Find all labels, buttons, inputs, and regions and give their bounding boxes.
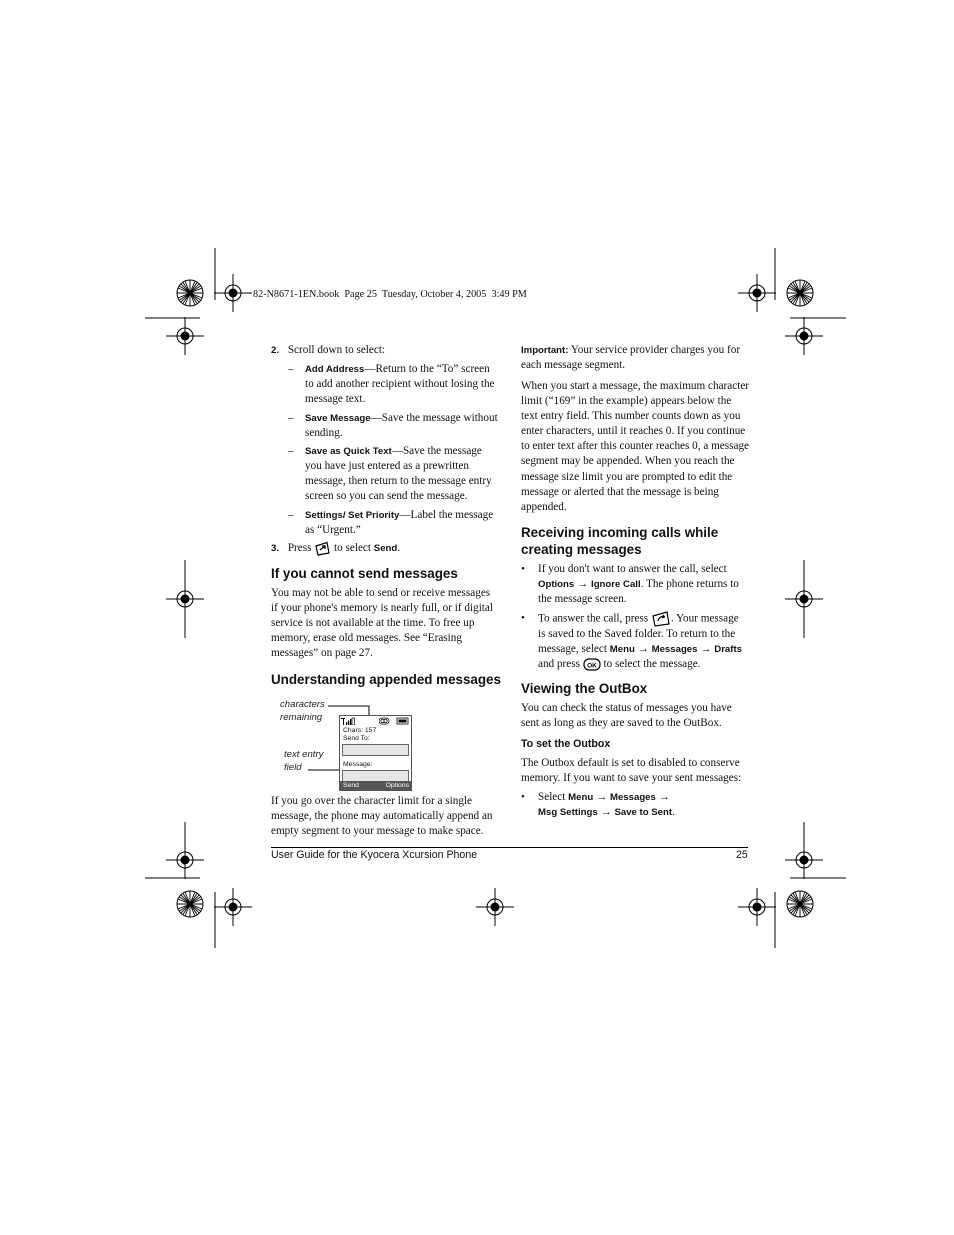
softkey-send: Send xyxy=(343,782,359,789)
bullet-answer-call xyxy=(521,611,748,672)
heading-appended: Understanding appended messages xyxy=(271,672,501,687)
step-text: Scroll down to select: xyxy=(287,344,386,356)
keyword-save-to-sent: Save to Sent xyxy=(614,807,673,819)
send-to-label: Send To: xyxy=(343,735,370,742)
step-text: Press xyxy=(287,542,312,555)
arrow: → xyxy=(600,806,612,819)
period: . xyxy=(672,806,675,819)
keyword-options: Options xyxy=(538,579,575,591)
dash: – xyxy=(288,363,294,375)
keyword: Settings/ Set Priority xyxy=(305,510,400,521)
arrow: → xyxy=(637,643,649,656)
text: . Your message is saved to the Saved folder. To return to the message, select xyxy=(538,612,739,656)
footer-title: User Guide for the Kyocera Xcursion Phone xyxy=(271,849,478,861)
footer-rule xyxy=(271,847,748,848)
outbox-body-2: The Outbox default is set to disabled to conserve memory. If you want to save your sent messages: xyxy=(521,757,742,785)
softkey-options: Options xyxy=(385,782,409,789)
keyword-messages: Messages xyxy=(609,792,656,803)
submenu-item-save-message xyxy=(288,411,498,441)
step-3 xyxy=(271,541,501,556)
step-number: 2. xyxy=(271,345,280,356)
arrow: → xyxy=(577,578,589,591)
subheading-set-outbox: To set the Outbox xyxy=(521,738,611,750)
item-text: —Label the message as “Urgent.” xyxy=(305,509,494,537)
item-text: —Save the message you have just entered as a prewritten message, then return to the message entry screen so you can send the message. xyxy=(305,445,492,503)
keyword-send: Send xyxy=(373,543,398,555)
step-2 xyxy=(271,343,501,358)
important-label: Important: xyxy=(521,345,569,356)
step-text: to select xyxy=(334,542,371,555)
status-icons xyxy=(379,717,409,725)
bullet: • xyxy=(521,791,525,803)
cannot-send-body: You may not be able to send or receive messages if your phone's memory is nearly full, or if digital service is not available at the time. To free up memory, erase old messages. See “Erasing messages” on page 27. xyxy=(271,587,493,660)
text: If you don't want to answer the call, select xyxy=(538,563,727,575)
submenu-item-add-address xyxy=(288,362,498,407)
arrow: → xyxy=(658,791,670,803)
keyword: Save as Quick Text xyxy=(305,446,392,457)
step-number: 3. xyxy=(271,543,280,555)
char-limit-paragraph: When you start a message, the maximum character limit (“169” in the example) appears below the text entry field. This number counts down as you enter characters, until it reaches 0. If you continue to enter text after this counter reaches 0, a message segment may be appended. When you reach the message size limit you are prompted to edit the message or alerted that the message is being appended. xyxy=(521,380,750,513)
label-line: text entry xyxy=(284,749,324,760)
phone-screen xyxy=(339,715,412,791)
heading-viewing-outbox: Viewing the OutBox xyxy=(521,681,648,696)
talk-key-icon xyxy=(651,611,671,627)
text: To answer the call, press xyxy=(538,612,649,625)
label-line: characters xyxy=(280,699,325,710)
keyword-messages: Messages xyxy=(651,644,698,656)
bullet: • xyxy=(521,612,525,624)
label-line: field xyxy=(284,762,302,773)
send-key-icon xyxy=(314,541,331,556)
keyword-msg-settings: Msg Settings xyxy=(538,807,598,819)
chars-counter: Chars: 157 xyxy=(343,727,377,734)
svg-text:OK: OK xyxy=(586,662,597,670)
outbox-body: You can check the status of messages you have sent as long as they are saved to the OutBox. xyxy=(521,702,732,730)
keyword-drafts: Drafts xyxy=(714,644,742,656)
bullet: • xyxy=(521,563,525,575)
keyword-ignore-call: Ignore Call xyxy=(591,579,641,591)
text: Select xyxy=(538,791,566,803)
label-line: remaining xyxy=(280,712,323,723)
text: to select the message. xyxy=(603,658,701,671)
period: . xyxy=(397,542,401,555)
keyword: Add Address xyxy=(305,364,365,375)
heading-line: Receiving incoming calls while xyxy=(521,525,719,540)
text: and press xyxy=(538,658,580,671)
dash: – xyxy=(288,445,294,457)
important-text: Your service provider charges you for each message segment. xyxy=(521,344,741,372)
arrow: → xyxy=(596,791,608,803)
send-to-field xyxy=(342,744,409,756)
text: . The phone returns to the message screen. xyxy=(538,578,739,606)
heading-line: creating messages xyxy=(521,542,642,557)
appended-body: If you go over the character limit for a single message, the phone may automatically append an empty segment to your message to make space. xyxy=(271,795,493,838)
message-label: Message: xyxy=(343,761,373,768)
page-number: 25 xyxy=(736,849,748,861)
item-text: —Return to the “To” screen to add another recipient without losing the message text. xyxy=(305,363,495,406)
file-stamp: 82-N8671-1EN.book Page 25 Tuesday, October 4, 2005 3:49 PM xyxy=(253,289,527,300)
dash: – xyxy=(288,509,294,521)
bullet-save-to-sent xyxy=(521,790,738,820)
keyword-menu: Menu xyxy=(568,792,594,803)
submenu-item-set-priority xyxy=(288,508,498,538)
softkey-bar xyxy=(340,781,411,790)
status-bar xyxy=(340,716,411,726)
signal-icon xyxy=(341,717,355,725)
important-note xyxy=(521,343,741,373)
keyword-menu: Menu xyxy=(609,644,635,656)
item-text: —Save the message without sending. xyxy=(305,412,498,440)
heading-receiving-calls xyxy=(521,524,718,558)
arrow: → xyxy=(700,643,712,656)
ok-key-icon xyxy=(583,658,601,671)
dash: – xyxy=(288,412,294,424)
bullet-ignore-call xyxy=(521,562,743,607)
keyword: Save Message xyxy=(305,413,371,424)
heading-cannot-send: If you cannot send messages xyxy=(271,566,458,581)
submenu-item-save-as-quick-text xyxy=(288,444,498,504)
